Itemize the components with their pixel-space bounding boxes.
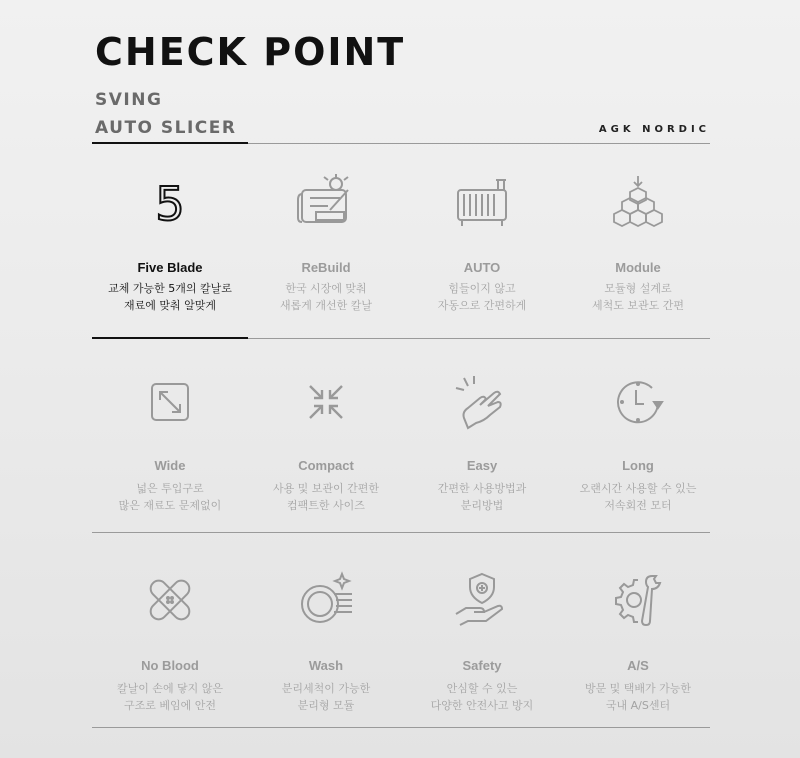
feature-five-blade — [92, 172, 248, 362]
clock-icon — [608, 372, 668, 432]
feature-wash — [248, 570, 404, 758]
feature-desc-line2: 세척도 보관도 간편 — [591, 299, 684, 312]
feature-desc-line2: 다양한 안전사고 방지 — [430, 699, 534, 712]
feature-desc-line2: 국내 A/S센터 — [605, 699, 671, 712]
module-cubes-icon — [608, 172, 668, 232]
number-five-icon — [140, 172, 200, 232]
feature-wide — [92, 372, 248, 562]
bottom-divider — [92, 727, 710, 728]
finger-snap-icon — [452, 372, 512, 432]
feature-title: AUTO — [463, 260, 501, 275]
product-series: SVING — [95, 90, 163, 110]
feature-title: Wash — [308, 658, 344, 673]
row-divider — [92, 532, 710, 533]
page-title: CHECK POINT — [95, 30, 406, 74]
feature-title: A/S — [627, 658, 649, 673]
feature-desc-line1: 모듈형 설계로 — [604, 282, 672, 295]
feature-long — [560, 372, 716, 562]
feature-module — [560, 172, 716, 362]
product-name: AUTO SLICER — [95, 118, 237, 138]
feature-title: No Blood — [141, 658, 199, 673]
feature-desc-line2: 분리형 모듈 — [297, 699, 355, 712]
feature-title: Wide — [154, 458, 186, 473]
feature-title: Module — [615, 260, 661, 275]
bandage-icon — [140, 570, 200, 630]
brand-label: AGK NORDIC — [598, 124, 710, 135]
feature-desc-line2: 자동으로 간편하게 — [437, 299, 527, 312]
compress-arrows-icon — [296, 372, 356, 432]
feature-desc-line1: 한국 시장에 맞춰 — [285, 282, 367, 295]
feature-auto — [404, 172, 560, 362]
feature-desc-line2: 저속회전 모터 — [604, 499, 672, 512]
feature-title: Easy — [466, 458, 498, 473]
feature-desc-line2: 재료에 맞춰 알맞게 — [123, 299, 216, 312]
svg-text:5: 5 — [155, 177, 185, 231]
header-divider-accent — [92, 142, 248, 144]
feature-safety — [404, 570, 560, 758]
feature-desc-line1: 사용 및 보관이 간편한 — [272, 482, 380, 495]
gear-wrench-icon — [608, 570, 668, 630]
feature-desc-line1: 간편한 사용방법과 — [437, 482, 527, 495]
feature-desc-line1: 방문 및 택배가 가능한 — [584, 682, 692, 695]
feature-no-blood — [92, 570, 248, 758]
feature-row-3 — [92, 570, 710, 758]
feature-desc-line1: 안심할 수 있는 — [446, 682, 518, 695]
feature-desc-line1: 교체 가능한 5개의 칼날로 — [108, 282, 232, 295]
feature-title: Safety — [462, 658, 502, 673]
feature-desc-line2: 구조로 베임에 안전 — [123, 699, 216, 712]
feature-desc-line2: 새롭게 개선한 칼날 — [279, 299, 372, 312]
feature-desc-line2: 많은 재료도 문제없이 — [118, 499, 222, 512]
feature-desc-line1: 힘들이지 않고 — [448, 282, 516, 295]
feature-desc-line1: 분리세척이 가능한 — [281, 682, 371, 695]
expand-arrow-icon — [140, 372, 200, 432]
row-divider-accent — [92, 337, 248, 339]
radiator-icon — [452, 172, 512, 232]
feature-title: Compact — [298, 458, 354, 473]
feature-desc-line2: 컴팩트한 사이즈 — [287, 499, 365, 512]
feature-title: Long — [622, 458, 654, 473]
feature-title: ReBuild — [301, 260, 351, 275]
blueprint-icon — [296, 172, 356, 232]
clean-dishes-icon — [296, 570, 356, 630]
feature-desc-line1: 오랜시간 사용할 수 있는 — [579, 482, 697, 495]
feature-title: Five Blade — [137, 260, 203, 275]
feature-row-2 — [92, 372, 710, 562]
feature-as — [560, 570, 716, 758]
feature-desc-line2: 분리방법 — [460, 499, 504, 512]
shield-hand-icon — [452, 570, 512, 630]
feature-row-1 — [92, 172, 710, 362]
feature-compact — [248, 372, 404, 562]
feature-desc-line1: 칼날이 손에 닿지 않은 — [116, 682, 224, 695]
feature-easy — [404, 372, 560, 562]
feature-desc-line1: 넓은 투입구로 — [136, 482, 204, 495]
checkpoint-panel — [92, 0, 710, 758]
feature-rebuild — [248, 172, 404, 362]
